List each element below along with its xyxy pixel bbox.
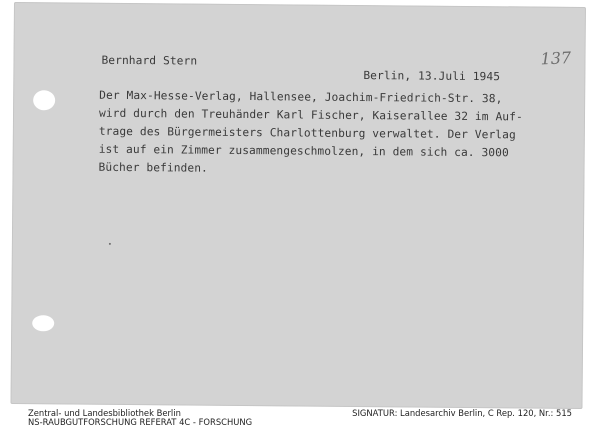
body-line: trage des Bürgermeisters Charlottenburg verwaltet. Der Verlag	[98, 124, 516, 142]
body-line: Der Max-Hesse-Verlag, Hallensee, Joachim-Friedrich-Str. 38,	[99, 88, 503, 106]
punch-hole-bottom	[32, 315, 54, 331]
archive-index-card	[10, 2, 585, 409]
footer-signature: SIGNATUR: Landesarchiv Berlin, C Rep. 120, Nr.: 515	[352, 408, 572, 418]
body-line: Bücher befinden.	[98, 160, 208, 175]
body-line: wird durch den Treuhänder Karl Fischer, Kaiserallee 32 im Auf-	[98, 106, 523, 124]
footer-institution: Zentral- und Landesbibliothek Berlin	[28, 408, 181, 418]
handwritten-page-number: 137	[540, 48, 572, 69]
punch-hole-top	[33, 90, 55, 110]
place-date: Berlin, 13.Juli 1945	[363, 69, 501, 84]
author-name: Bernhard Stern	[101, 53, 198, 68]
body-line: ist auf ein Zimmer zusammengeschmolzen, in dem sich ca. 3000	[98, 142, 509, 160]
ink-speck	[109, 243, 111, 245]
footer-project: NS-RAUBGUTFORSCHUNG REFERAT 4C - FORSCHUNG	[28, 417, 253, 427]
